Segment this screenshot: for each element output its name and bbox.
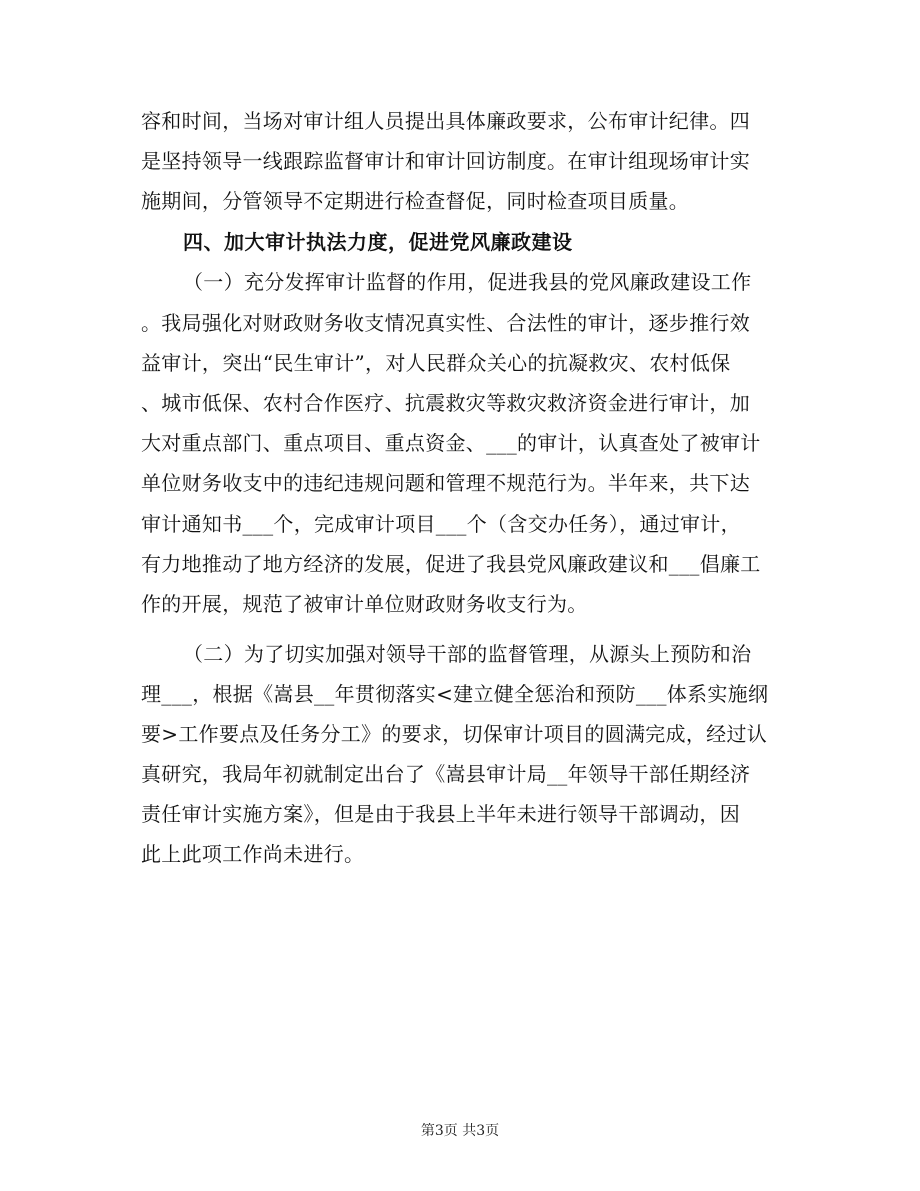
- paragraph-line: 是坚持领导一线跟踪监督审计和审计回访制度。在审计组现场审计实: [141, 149, 750, 173]
- paragraph-line: 理___，根据《嵩县__年贯彻落实<建立健全惩治和预防___体系实施纲: [141, 682, 769, 706]
- paragraph-line: 要>工作要点及任务分工》的要求，切保审计项目的圆满完成，经过认: [141, 722, 768, 746]
- section-heading: 四、加大审计执法力度，促进党风廉政建设: [183, 230, 573, 254]
- paragraph-line: 此上此项工作尚未进行。: [141, 842, 365, 866]
- paragraph-line: 作的开展，规范了被审计单位财政财务收支行为。: [141, 592, 588, 616]
- paragraph-line: 。我局强化对财政财务收支情况真实性、合法性的审计，逐步推行效: [141, 311, 750, 335]
- page-number: 第3页 共3页: [420, 1123, 500, 1139]
- paragraph-line: 施期间，分管领导不定期进行检查督促，同时检查项目质量。: [141, 189, 690, 213]
- paragraph-line: 有力地推动了地方经济的发展，促进了我县党风廉政建议和___倡廉工: [141, 552, 761, 576]
- paragraph-line: 审计通知书___个，完成审计项目___个（含交办任务），通过审计，: [141, 512, 741, 536]
- paragraph-line: （二）为了切实加强对领导干部的监督管理，从源头上预防和治: [183, 642, 752, 666]
- paragraph-line: 大对重点部门、重点项目、重点资金、___的审计，认真查处了被审计: [141, 431, 761, 455]
- paragraph-line: 、城市低保、农村合作医疗、抗震救灾等救灾救济资金进行审计，加: [141, 391, 750, 415]
- paragraph-line: 责任审计实施方案》，但是由于我县上半年未进行领导干部调动，因: [141, 802, 740, 826]
- paragraph-line: 单位财务收支中的违纪违规问题和管理不规范行为。半年来，共下达: [141, 471, 750, 495]
- paragraph-line: 容和时间，当场对审计组人员提出具体廉政要求，公布审计纪律。四: [141, 109, 750, 133]
- paragraph-line: 真研究，我局年初就制定出台了《嵩县审计局__年领导干部任期经济: [141, 762, 751, 786]
- paragraph-line: 益审计，突出“民生审计”，对人民群众关心的抗凝救灾、农村低保: [141, 351, 731, 375]
- paragraph-line: （一）充分发挥审计监督的作用，促进我县的党风廉政建设工作: [183, 270, 752, 294]
